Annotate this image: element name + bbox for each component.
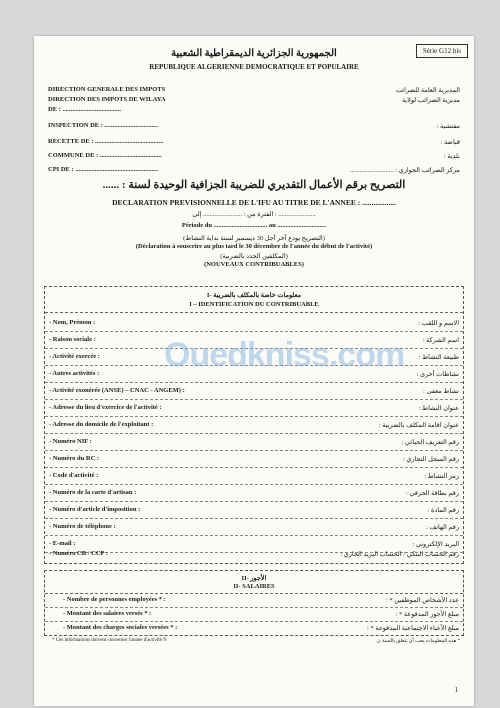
admin-right-line: مديرية الضرائب لولاية xyxy=(401,97,460,104)
identification-row[interactable]: - Numéro de téléphone : رقم الهاتف : xyxy=(45,518,463,536)
commune-field-ar: بلدية : xyxy=(443,153,460,160)
commune-field[interactable]: COMMUNE DE : ...................................... xyxy=(48,152,162,159)
admin-left-line: DIRECTION DES IMPOTS DE WILAYA xyxy=(48,96,166,103)
deadline-note-ar: (التصريح يودع آخر أجل 30 ديسمبر لسنة بداية النشاط) xyxy=(183,235,325,242)
identification-row[interactable]: - Numéro CB / CCP : رقم الحساب البنكي / الحساب البريد الجاري : xyxy=(49,550,459,558)
identification-row[interactable]: - Numéro NIF : رقم التعريف الجبائي : xyxy=(45,433,463,451)
admin-right-line: المديرية العامة للضرائب xyxy=(395,87,460,94)
identification-section xyxy=(44,286,464,564)
declaration-title-ar: التصريح برقم الأعمال التقديري للضريبة الجزافية الوحيدة لسنة : ...... xyxy=(102,179,406,191)
identification-row[interactable]: - E-mail : البريد الإلكتروني : xyxy=(45,535,463,553)
period-ar: الفترة من : ........................ إلى : ....................... xyxy=(192,211,316,218)
admin-left-line: DE : .................................... xyxy=(48,106,121,113)
identification-row[interactable]: - Raison sociale : اسم الشركة : xyxy=(45,331,463,349)
recette-field-ar: قباضة : xyxy=(440,139,460,146)
inspection-field-ar: مفتشية : xyxy=(436,123,460,130)
cpi-field[interactable]: CPI DE : ................................................... xyxy=(48,166,159,173)
identification-row[interactable]: - Adresse du lieu d'exercice de l'activité : عنوان النشاط : xyxy=(45,399,463,417)
period-fr[interactable]: Période du ................................. au .............................. xyxy=(181,222,327,229)
form-page xyxy=(34,36,474,706)
declaration-title-fr: DECLARATION PREVISIONNELLE DE L'IFU AU TITRE DE L'ANNEE : .................. xyxy=(112,198,396,207)
republic-title-ar: الجمهورية الجزائرية الديمقراطية الشعبية xyxy=(171,48,337,59)
salary-row[interactable]: - Montant des charges sociales versées * : مبلغ الأعباء الاجتماعية المدفوعة * : xyxy=(63,624,459,632)
salary-row[interactable]: - Nombre de personnes employées * : عدد الأشخاص الموظفين * : xyxy=(45,593,463,608)
section1-title-fr: I – IDENTIFICATION DU CONTRIBUABLE xyxy=(189,301,319,308)
new-taxpayers-ar: (المكلفين الجدد بالضريبة) xyxy=(220,253,288,260)
identification-row[interactable]: - Activité exonérée (ANSE) – CNAC - ANGEM) : نشاط معفى : xyxy=(45,382,463,400)
watermark-logo: Ouedkniss.com xyxy=(164,336,405,374)
footnote-fr: * Ces informations doivent concerner l'année d'activité N xyxy=(52,638,167,643)
inspection-field[interactable]: INSPECTION DE : ................................. xyxy=(48,122,159,129)
identification-row[interactable]: - Numéro de la carte d'artisan : رقم بطاقة الحرفي : xyxy=(45,484,463,502)
page-number: 1 xyxy=(454,686,458,694)
deadline-note-fr: (Déclaration à souscrire au plus tard le 30 décembre de l'année du début de l'activité) xyxy=(135,243,373,250)
identification-row[interactable]: - Numéro d'article d'imposition : رقم المادة : xyxy=(45,501,463,519)
footnote-ar: * هذه المعلومات يجب أن تتعلق بالسنة ن xyxy=(377,639,460,644)
recette-field[interactable]: RECETTE DE : .......................................... xyxy=(48,138,164,145)
section2-title-ar: II- الأجور xyxy=(241,575,267,582)
section1-title-ar: I- معلومات خاصة بالمكلف بالضريبة xyxy=(206,292,302,299)
salaries-section xyxy=(44,570,464,636)
identification-row[interactable]: - Adresse du domicile de l'exploitant : عنوان اقامة المكلف بالضريبة : xyxy=(45,416,463,434)
identification-row[interactable]: - Nom, Prénom : الاسم و اللقب : xyxy=(45,314,463,332)
admin-left-line: DIRECTION GENERALE DES IMPOTS xyxy=(48,86,166,93)
identification-row[interactable]: - Activité exercée : طبيعة النشاط : xyxy=(45,348,463,366)
republic-title-fr: REPUBLIQUE ALGERIENNE DEMOCRATIQUE ET POPULAIRE xyxy=(149,63,359,71)
identification-row[interactable]: - Numéro du RC : رقم السجل التجاري : xyxy=(45,450,463,468)
new-taxpayers-fr: (NOUVEAUX CONTRIBUABLES) xyxy=(204,261,304,268)
serie-label: Série G12 bis xyxy=(416,44,468,58)
cpi-field-ar: مركز الضرائب الجواري : ........................... xyxy=(349,167,460,174)
identification-row[interactable]: - Autres activités : نشاطات أخرى : xyxy=(45,365,463,383)
section2-title-fr: II- SALAIRES xyxy=(233,583,275,590)
section-divider xyxy=(45,312,463,313)
salary-row[interactable]: - Montant des salaires versés * : مبلغ الأجور المدفوعة * : xyxy=(45,607,463,622)
identification-row[interactable]: - Code d'activité : رمز النشاط : xyxy=(45,467,463,485)
